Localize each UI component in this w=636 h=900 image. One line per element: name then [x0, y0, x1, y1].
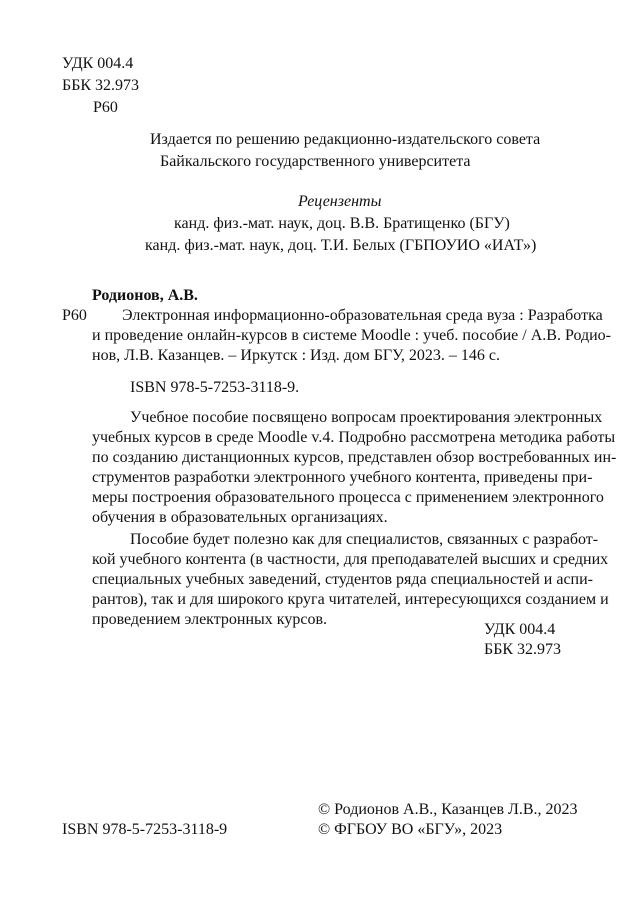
udk-code-bottom: УДК 004.4: [484, 621, 556, 638]
reviewer-1: канд. физ.-мат. наук, доц. В.В. Братищенко (БГУ): [174, 215, 510, 232]
annotation-p1-line: учебных курсов в среде Moodle v.4. Подробно рассмотрена методика работы: [92, 429, 616, 446]
annotation-p2-line: специальных учебных заведений, студентов ряда специальностей и аспи-: [92, 571, 593, 588]
bbk-code: ББК 32.973: [62, 77, 140, 94]
copyright-publisher: © ФГБОУ ВО «БГУ», 2023: [318, 821, 503, 838]
annotation-p2-line: Пособие будет полезно как для специалистов, связанных с разработ-: [130, 531, 599, 548]
annotation-p1-line: по созданию дистанционных курсов, представлен обзор востребованных ин-: [92, 449, 617, 466]
footer-isbn: ISBN 978-5-7253-3118-9: [62, 821, 228, 838]
biblio-line-2: и проведение онлайн-курсов в системе Moodle : учеб. пособие / А.В. Родио-: [92, 327, 612, 344]
council-line-1: Издается по решению редакционно-издательского совета: [150, 131, 541, 148]
copyright-authors: © Родионов А.В., Казанцев Л.В., 2023: [318, 801, 578, 818]
reviewers-heading: Рецензенты: [298, 193, 382, 210]
isbn-line: ISBN 978-5-7253-3118-9.: [130, 379, 300, 396]
annotation-p1-line: меры построения образовательного процесса с применением электронного: [92, 489, 604, 506]
annotation-p1-line: струментов разработки электронного учебного контента, приведены при-: [92, 469, 593, 486]
udk-code: УДК 004.4: [62, 55, 134, 72]
reviewer-2: канд. физ.-мат. наук, доц. Т.И. Белых (ГБПОУИО «ИАТ»): [145, 237, 537, 254]
author-mark: Р60: [93, 99, 118, 116]
bbk-code-bottom: ББК 32.973: [484, 641, 562, 658]
biblio-mark: Р60: [62, 307, 87, 324]
biblio-line-1: Электронная информационно-образовательная среда вуза : Разработка: [122, 307, 603, 324]
biblio-line-3: нов, Л.В. Казанцев. – Иркутск : Изд. дом БГУ, 2023. – 146 с.: [92, 347, 500, 364]
annotation-p2-line: проведением электронных курсов.: [92, 611, 327, 628]
annotation-p2-line: рантов), так и для широкого круга читателей, интересующихся созданием и: [92, 591, 609, 608]
annotation-p1-line: обучения в образовательных организациях.: [92, 509, 388, 526]
biblio-author: Родионов, А.В.: [92, 287, 198, 304]
annotation-p1-line: Учебное пособие посвящено вопросам проектирования электронных: [130, 409, 603, 426]
annotation-p2-line: кой учебного контента (в частности, для преподавателей высших и средних: [92, 551, 609, 568]
council-line-2: Байкальского государственного университета: [160, 153, 471, 170]
